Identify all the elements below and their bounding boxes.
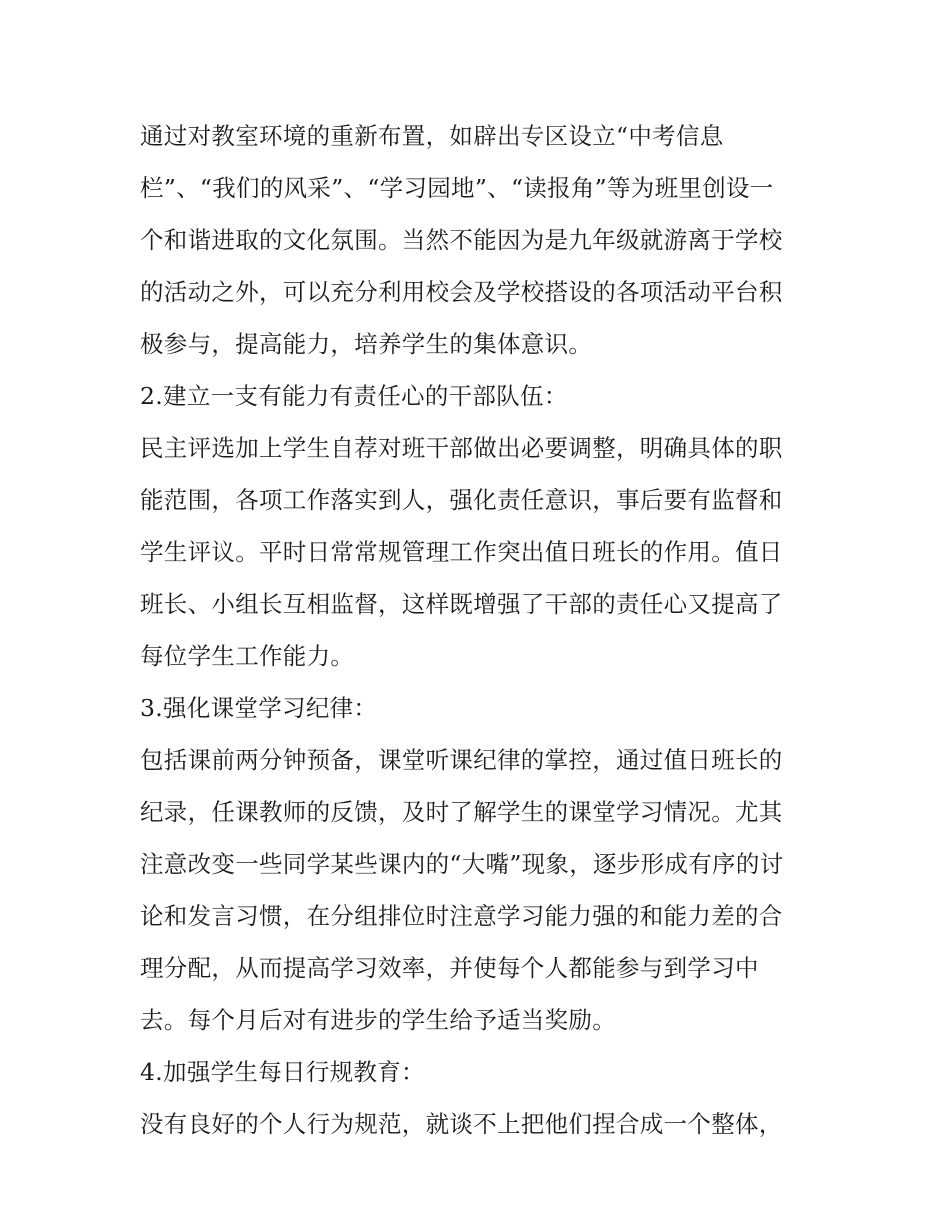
paragraph-line: 极参与，提高能力，培养学生的集体意识。 (140, 330, 593, 358)
paragraph-line: 的活动之外，可以充分利用校会及学校搭设的各项活动平台积 (140, 278, 783, 306)
paragraph-line: 理分配，从而提高学习效率，并使每个人都能参与到学习中 (140, 954, 759, 982)
paragraph-line: 纪录，任课教师的反馈，及时了解学生的课堂学习情况。尤其 (140, 798, 783, 826)
paragraph-line: 包括课前两分钟预备，课堂听课纪律的掌控，通过值日班长的 (140, 746, 783, 774)
paragraph-line: 注意改变一些同学某些课内的“大嘴”现象，逐步形成有序的讨 (140, 850, 784, 878)
paragraph-line: 学生评议。平时日常常规管理工作突出值日班长的作用。值日 (140, 538, 783, 566)
section-heading: 3.强化课堂学习纪律： (140, 694, 378, 722)
paragraph-line: 去。每个月后对有进步的学生给予适当奖励。 (140, 1006, 616, 1034)
paragraph-line: 民主评选加上学生自荐对班干部做出必要调整，明确具体的职 (140, 434, 783, 462)
paragraph-line: 每位学生工作能力。 (140, 642, 355, 670)
paragraph-line: 没有良好的个人行为规范，就谈不上把他们捏合成一个整体， (140, 1110, 783, 1138)
paragraph-line: 能范围，各项工作落实到人，强化责任意识，事后要有监督和 (140, 486, 783, 514)
section-heading: 4.加强学生每日行规教育： (140, 1058, 425, 1086)
paragraph-line: 论和发言习惯，在分组排位时注意学习能力强的和能力差的合 (140, 902, 783, 930)
paragraph-line: 个和谐进取的文化氛围。当然不能因为是九年级就游离于学校 (140, 226, 783, 254)
paragraph-line: 栏”、“我们的风采”、“学习园地”、“读报角”等为班里创设一 (140, 174, 774, 202)
paragraph-line: 班长、小组长互相监督，这样既增强了干部的责任心又提高了 (140, 590, 783, 618)
section-heading: 2.建立一支有能力有责任心的干部队伍： (140, 382, 568, 410)
document-body (140, 110, 820, 1150)
paragraph-line: 通过对教室环境的重新布置，如辟出专区设立“中考信息 (140, 122, 724, 150)
